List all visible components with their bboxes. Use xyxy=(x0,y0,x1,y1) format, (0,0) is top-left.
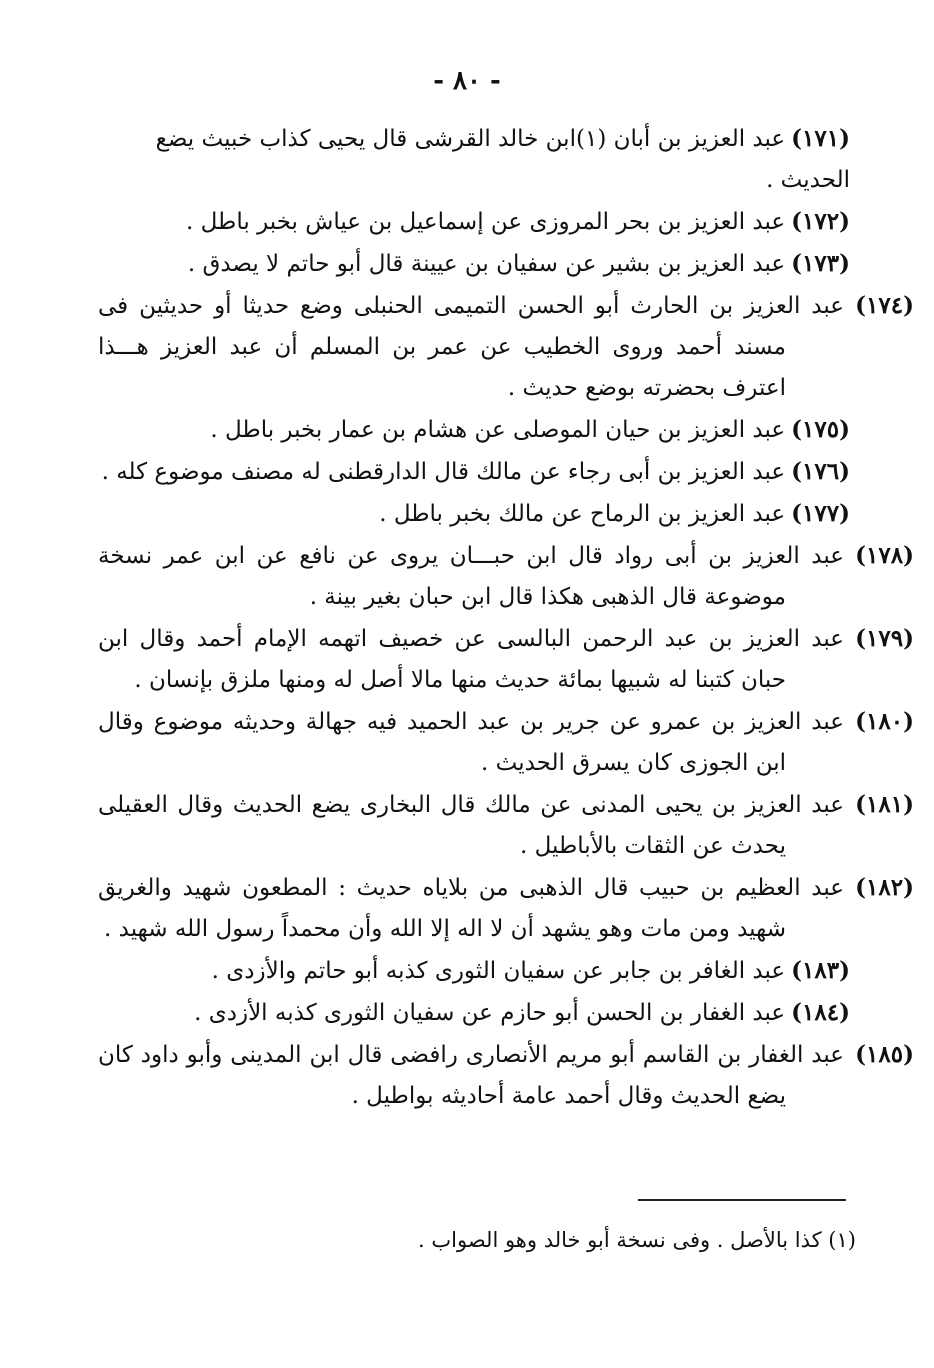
footnote: (١) كذا بالأصل . وفى نسخة أبو خالد وهو الصواب . xyxy=(418,1228,856,1252)
entry-183 xyxy=(98,950,850,992)
entry-text: عبد العزيز بن الرماح عن مالك بخبر باطل . xyxy=(379,501,786,527)
entry-178: (١٧٨)عبد العزيز بن أبى رواد قال ابن حبـــان يروى عن نافع عن ابن عمر نسخة موضوعة قال الذهبى هكذا قال ابن حبان بغير بينة . xyxy=(98,542,914,610)
entry-text: عبد العزيز بن بحر المروزى عن إسماعيل بن عياش بخبر باطل . xyxy=(186,209,786,235)
entry-text: عبد العزيز بن عمرو عن جرير بن عبد الحميد فيه جهالة وحديثه موضوع وقال ابن الجوزى كان يسرق الحديث . xyxy=(98,709,844,776)
entry-number: (١٨٤) xyxy=(791,999,850,1026)
entry-text: عبد العظيم بن حبيب قال الذهبى من بلاياه حديث : المطعون شهيد والغريق شهيد ومن مات وهو يشهد أن لا اله إلا الله وأن محمداً رسول الله شهيد . xyxy=(98,875,844,942)
entry-number: (١٧٢) xyxy=(791,208,850,235)
entry-172 xyxy=(98,201,850,243)
entry-text: عبد العزيز بن حيان الموصلى عن هشام بن عمار بخبر باطل . xyxy=(210,417,786,443)
entry-171 xyxy=(98,118,850,201)
entry-text: عبد العزيز بن يحيى المدنى عن مالك قال البخارى يضع الحديث وقال العقيلى يحدث عن الثقات بالأباطيل . xyxy=(98,792,844,859)
entry-number: (١٧٥) xyxy=(791,416,850,443)
entry-number: (١٨٣) xyxy=(791,957,850,984)
entry-180: (١٨٠)عبد العزيز بن عمرو عن جرير بن عبد الحميد فيه جهالة وحديثه موضوع وقال ابن الجوزى كان يسرق الحديث . xyxy=(98,708,914,776)
entry-number: (١٧٣) xyxy=(791,250,850,277)
entry-175 xyxy=(98,409,850,451)
entry-text: عبد العزيز بن الحارث أبو الحسن التميمى الحنبلى وضع حديثا أو حديثين فى مسند أحمد وروى الخطيب عن عمر بن المسلم أن عبد العزيز هـــذا اعترف بحضرته بوضع حديث . xyxy=(98,293,844,401)
entry-182: (١٨٢)عبد العظيم بن حبيب قال الذهبى من بلاياه حديث : المطعون شهيد والغريق شهيد ومن مات وهو يشهد أن لا اله إلا الله وأن محمداً رسول الله شهيد . xyxy=(98,874,914,942)
entry-185: (١٨٥)عبد الغفار بن القاسم أبو مريم الأنصارى رافضى قال ابن المدينى وأبو داود كان يضع الحديث وقال أحمد عامة أحاديثه بواطيل . xyxy=(98,1041,914,1109)
entry-181: (١٨١)عبد العزيز بن يحيى المدنى عن مالك قال البخارى يضع الحديث وقال العقيلى يحدث عن الثقات بالأباطيل . xyxy=(98,791,914,859)
entries-list xyxy=(98,118,914,1117)
entry-179: (١٧٩)عبد العزيز بن عبد الرحمن البالسى عن خصيف اتهمه الإمام أحمد وقال ابن حبان كتبنا له شبيها بمائة حديث منها مالا أصل له ومنها ملزق بإنسان . xyxy=(98,625,914,693)
entry-text: عبد العزيز بن أبان (١)ابن خالد القرشى قال يحيى كذاب خبيث يضع الحديث . xyxy=(155,126,850,193)
entry-text: عبد الغفار بن الحسن أبو حازم عن سفيان الثورى كذبه الأزدى . xyxy=(194,1000,786,1026)
entry-176 xyxy=(98,451,850,493)
entry-text: عبد العزيز بن أبى رجاء عن مالك قال الدارقطنى له مصنف موضوع كله . xyxy=(101,459,786,485)
entry-text: عبد العزيز بن بشير عن سفيان بن عيينة قال أبو حاتم لا يصدق . xyxy=(187,251,786,277)
entry-text: عبد العزيز بن عبد الرحمن البالسى عن خصيف اتهمه الإمام أحمد وقال ابن حبان كتبنا له شبيها بمائة حديث منها مالا أصل له ومنها ملزق بإنسان . xyxy=(98,626,844,693)
page-number: - ٨٠ - xyxy=(433,66,501,96)
entry-text: عبد العزيز بن أبى رواد قال ابن حبـــان يروى عن نافع عن ابن عمر نسخة موضوعة قال الذهبى هكذا قال ابن حبان بغير بينة . xyxy=(98,543,844,610)
entry-number: (١٧٧) xyxy=(791,500,850,527)
footnote-divider xyxy=(638,1199,846,1201)
entry-173 xyxy=(98,243,850,285)
entry-number: (١٧١) xyxy=(791,125,850,152)
entry-177 xyxy=(98,493,850,535)
entry-text: عبد الغفار بن القاسم أبو مريم الأنصارى رافضى قال ابن المدينى وأبو داود كان يضع الحديث وقال أحمد عامة أحاديثه بواطيل . xyxy=(98,1042,844,1109)
entry-174: (١٧٤)عبد العزيز بن الحارث أبو الحسن التميمى الحنبلى وضع حديثا أو حديثين فى مسند أحمد وروى الخطيب عن عمر بن المسلم أن عبد العزيز هـــذا اعترف بحضرته بوضع حديث . xyxy=(98,292,914,401)
entry-number: (١٧٦) xyxy=(791,458,850,485)
entry-184 xyxy=(98,992,850,1034)
entry-text: عبد الغافر بن جابر عن سفيان الثورى كذبه أبو حاتم والأزدى . xyxy=(211,958,786,984)
